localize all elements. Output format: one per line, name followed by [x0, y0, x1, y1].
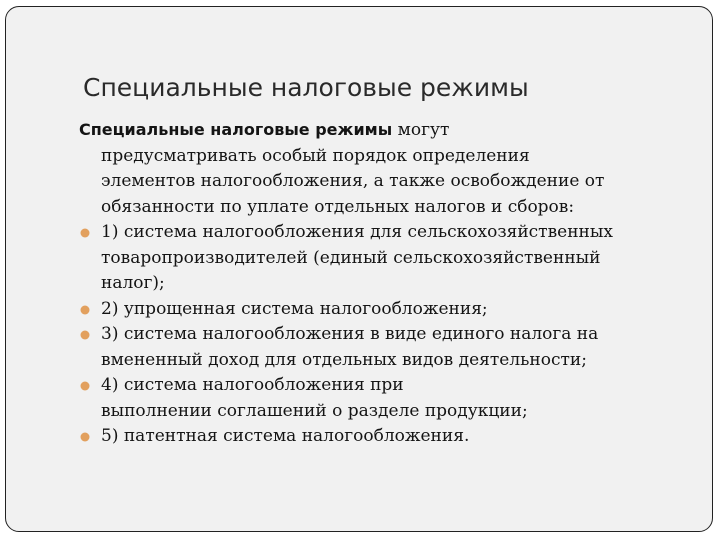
lead-line-3: элементов налогообложения, а также освобождение от [101, 171, 605, 191]
circle-bullet-icon [80, 228, 90, 238]
list-item [0, 424, 720, 450]
lead-line-1 [79, 117, 720, 144]
list-item [0, 297, 720, 323]
circle-bullet-icon [80, 305, 90, 315]
slide-title: Специальные налоговые режимы [83, 73, 529, 102]
lead-paragraph [0, 117, 720, 220]
list-item [0, 322, 720, 373]
list-item [0, 220, 720, 297]
circle-bullet-icon [80, 381, 90, 391]
slide-content [0, 117, 720, 450]
list-item-line: вмененный доход для отдельных видов деятельности; [101, 349, 587, 370]
lead-line-4: обязанности по уплате отдельных налогов и сборов: [101, 196, 575, 217]
list-item-line: товаропроизводителей (единый сельскохозяйственный [101, 247, 601, 268]
list-item-line: 3) система налогообложения в виде единого налога на [101, 324, 599, 344]
list-item-line: 1) система налогообложения для сельскохозяйственных [101, 222, 613, 242]
lead-line-2: предусматривать особый порядок определения [101, 145, 530, 166]
list-item-line: 5) патентная система налогообложения. [101, 426, 470, 446]
list-item [0, 373, 720, 424]
circle-bullet-icon [80, 330, 90, 340]
lead-line-1-rest: могут [392, 120, 450, 140]
circle-bullet-icon [80, 432, 90, 442]
list-item-line: налог); [101, 273, 165, 293]
list-item-line: 2) упрощенная система налогообложения; [101, 298, 488, 319]
list-item-line: 4) система налогообложения при [101, 375, 404, 395]
list-item-line: выполнении соглашений о разделе продукции; [101, 400, 528, 421]
lead-term: Специальные налоговые режимы [79, 120, 393, 139]
